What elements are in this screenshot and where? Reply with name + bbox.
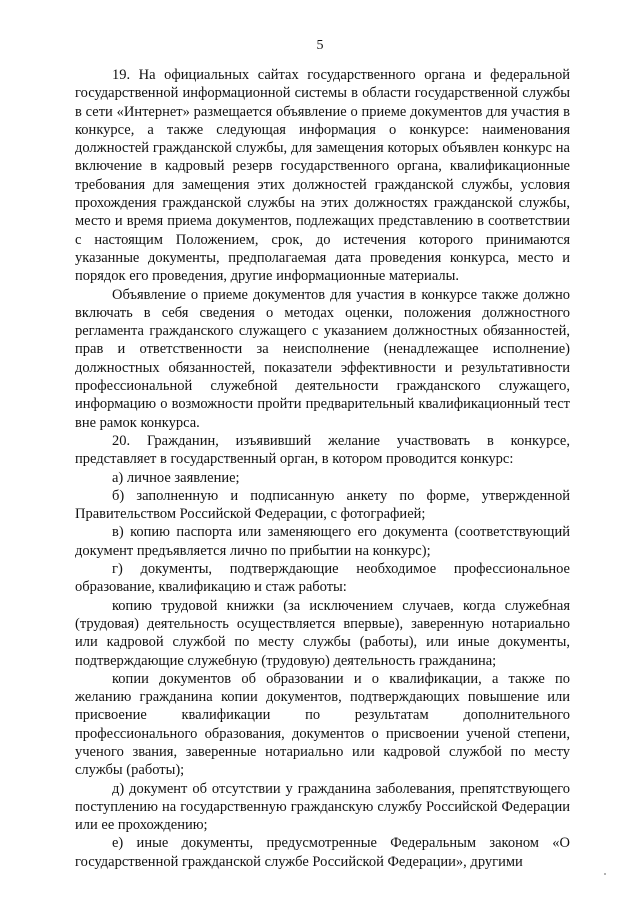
list-subitem-education: копии документов об образовании и о квалификации, а также по желанию гражданина копии документов, подтверждающих повышение или присвоение квалификации по результатам дополнительного профессионального образования, документов о присвоении ученой степени, ученого звания, заверенные нотариально или кадровой службой по месту службы (работы); [75, 670, 570, 779]
scan-speck [604, 873, 606, 875]
paragraph-20-documents: 20. Гражданин, изъявивший желание участвовать в конкурсе, представляет в государственный орган, в котором проводится конкурс: [75, 432, 570, 468]
list-subitem-work-record: копию трудовой книжки (за исключением случаев, когда служебная (трудовая) деятельность осуществляется впервые), заверенную нотариально или кадровой службой по месту службы (работы), или иные документы, подтверждающие служебную (трудовую) деятельность гражданина; [75, 597, 570, 669]
paragraph-19-announcement: 19. На официальных сайтах государственного органа и федеральной государственной информационной системы в области государственной службы в сети «Интернет» размещается объявление о приеме документов для участия в конкурсе, а также следующая информация о конкурсе: наименования должностей гражданской службы, для замещения которых объявлен конкурс на включение в кадровый резерв государственного органа, квалификационные требования для замещения этих должностей гражданской службы, условия прохождения гражданской службы на этих должностях гражданской службы, место и время приема документов, подлежащих представлению в соответствии с настоящим Положением, срок, до истечения которого принимаются указанные документы, предполагаемая дата проведения конкурса, место и порядок его проведения, другие информационные материалы. [75, 67, 570, 285]
page-number: 5 [316, 38, 324, 53]
list-item-b: б) заполненную и подписанную анкету по форме, утвержденной Правительством Российской Федерации, с фотографией; [75, 487, 570, 523]
list-item-g: г) документы, подтверждающие необходимое профессиональное образование, квалификацию и стаж работы: [75, 561, 570, 596]
list-item-v: в) копию паспорта или заменяющего его документа (соответствующий документ предъявляется лично по прибытии на конкурс); [75, 524, 570, 559]
list-item-a: а) личное заявление; [112, 469, 240, 486]
list-item-d: д) документ об отсутствии у гражданина заболевания, препятствующего поступлению на государственную гражданскую службу Российской Федерации или ее прохождению; [75, 780, 570, 834]
paragraph-announcement-contents: Объявление о приеме документов для участия в конкурсе также должно включать в себя сведения о методах оценки, положения должностного регламента гражданского служащего с указанием должностных обязанностей, прав и ответственности за неисполнение (ненадлежащее исполнение) должностных обязанностей, показатели эффективности и результативности профессиональной служебной деятельности гражданского служащего, информацию о возможности пройти предварительный квалификационный тест вне рамок конкурса. [75, 286, 570, 431]
document-body [75, 66, 570, 871]
list-item-e: е) иные документы, предусмотренные Федеральным законом «О государственной гражданской службе Российской Федерации», другими [75, 835, 570, 870]
